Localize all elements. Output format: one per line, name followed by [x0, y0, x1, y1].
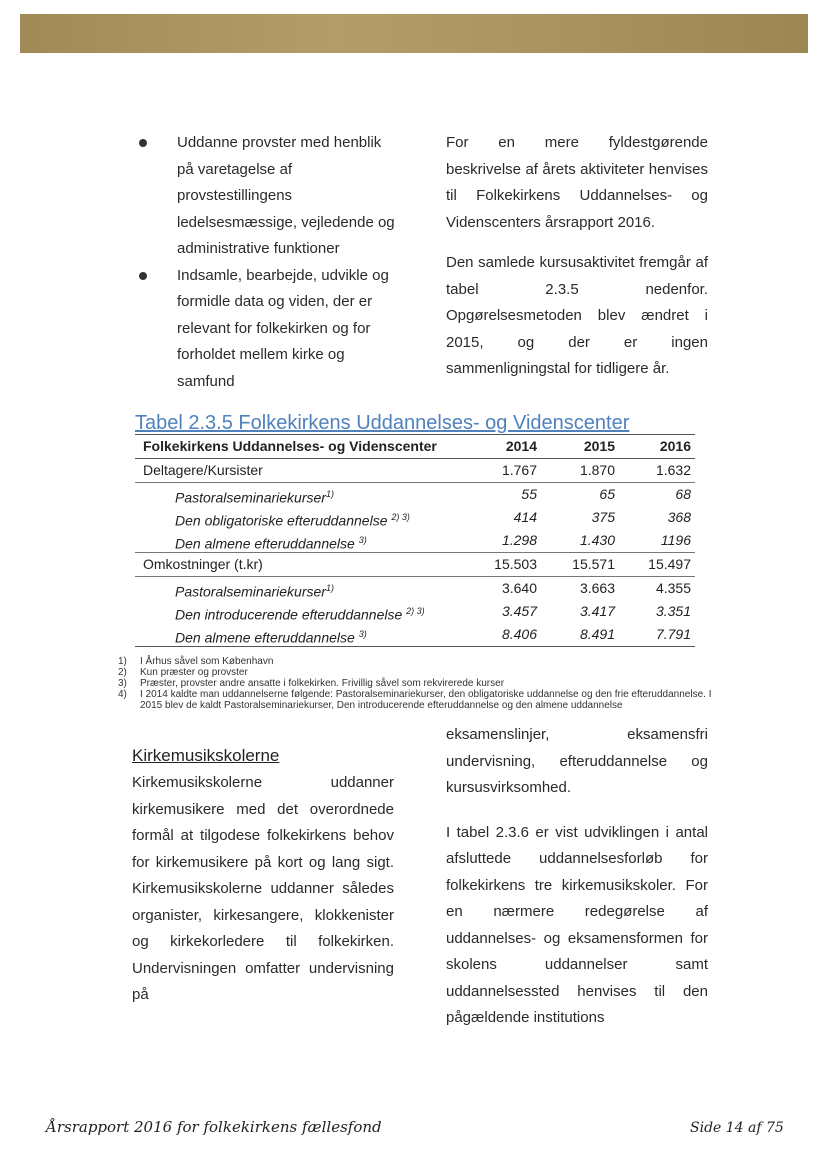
- cell-2014: 15.503: [494, 556, 537, 572]
- cell-2016: 3.351: [655, 603, 691, 619]
- cell-2016: 1.632: [655, 462, 691, 478]
- footnote-number: 4): [118, 689, 127, 700]
- column-header: 2014: [505, 438, 537, 454]
- list-item: [135, 130, 397, 263]
- table-row: [135, 600, 695, 623]
- section-body-left: Kirkemusikskolerne uddanner kirkemusikere med det overordnede formål at tilgodese folkekirkens behov for kirkemusikere på kort og lang sigt. Kirkemusikskolerne uddanner således organister, kirkesangere, klokkenister og kirkekorledere til folkekirken. Undervisningen omfatter undervisning på: [132, 774, 394, 1003]
- footnote-text: Præster, provster andre ansatte i folkekirken. Frivillig såvel som rekvirerede kurser: [140, 678, 505, 689]
- intro-paragraph: Den samlede kursusaktivitet fremgår af tabel 2.3.5 nedenfor. Opgørelsesmetoden blev ændret i 2015, og der er ingen sammenligningstal for tidligere år.: [446, 254, 708, 377]
- cell-2015: 65: [599, 486, 615, 502]
- cell-2016: 68: [675, 486, 691, 502]
- footnote-ref: 3): [358, 629, 367, 639]
- footnote-ref: 1): [325, 583, 334, 593]
- footnote: [118, 667, 718, 678]
- cell-2016: 7.791: [655, 626, 691, 642]
- table-row: [135, 459, 695, 483]
- intro-text: [446, 130, 708, 397]
- footnote-text: Kun præster og provster: [140, 667, 248, 678]
- footnote: [118, 678, 718, 689]
- row-label: Pastoralseminariekurser$^{1)}$: [175, 489, 334, 506]
- column-header: 2015: [583, 438, 615, 454]
- footer-title: Årsrapport 2016 for folkekirkens fællesfond: [46, 1118, 382, 1136]
- data-table: [135, 434, 695, 647]
- cell-2015: 8.491: [579, 626, 615, 642]
- body-paragraph: I tabel 2.3.6 er vist udviklingen i antal afsluttede uddannelsesforløb for folkekirkens tre kirkemusikskoler. For en nærmere redegørelse af uddannelses- og eksamensformen for skolens uddannelser samt uddannelsessted henvises til den pågældende institutions: [446, 823, 708, 1026]
- table-row: [135, 623, 695, 647]
- row-label: Pastoralseminariekurser$^{1)}$: [175, 583, 334, 600]
- table-row: [135, 553, 695, 577]
- section-title: Kirkemusikskolerne: [132, 746, 280, 765]
- row-label: Den almene efteruddannelse $^{3)}$: [175, 629, 367, 646]
- cell-2016: 15.497: [648, 556, 691, 572]
- list-item: [135, 263, 397, 396]
- cell-2015: 15.571: [572, 556, 615, 572]
- bullet-list: [135, 130, 397, 395]
- cell-2014: 55: [521, 486, 537, 502]
- row-label: Omkostninger (t.kr): [143, 556, 263, 572]
- cell-2014: 3.640: [501, 580, 537, 596]
- row-label: Deltagere/Kursister: [143, 462, 263, 478]
- footnote-ref: 3): [358, 535, 367, 545]
- bullet-icon: [139, 139, 147, 147]
- cell-2014: 1.767: [501, 462, 537, 478]
- table-row: [135, 483, 695, 506]
- footnote-text: I Århus såvel som København: [140, 656, 274, 667]
- cell-2015: 1.870: [579, 462, 615, 478]
- cell-2015: 375: [591, 509, 615, 525]
- row-label: Den almene efteruddannelse $^{3)}$: [175, 535, 367, 552]
- footnote: [118, 656, 718, 667]
- footnote-number: 3): [118, 678, 127, 689]
- cell-2016: 4.355: [655, 580, 691, 596]
- cell-2016: 1196: [660, 532, 691, 548]
- bullet-text: Indsamle, bearbejde, udvikle og formidle data og viden, der er relevant for folkekirken og for forholdet mellem kirke og samfund: [177, 266, 389, 390]
- bullet-icon: [139, 272, 147, 280]
- table-row: [135, 577, 695, 600]
- row-label: Den obligatoriske efteruddannelse $^{2) 3)}$: [175, 512, 410, 529]
- table-row: [135, 506, 695, 529]
- footnote-ref: 1): [325, 489, 334, 499]
- intro-paragraph: For en mere fyldestgørende beskrivelse af årets aktiviteter henvises til Folkekirkens Uddannelses- og Videnscenters årsrapport 2016.: [446, 134, 708, 231]
- section-body-right: [446, 722, 708, 1050]
- footnote: [118, 689, 718, 711]
- table-header-row: [135, 434, 695, 459]
- footnote-number: 2): [118, 667, 127, 678]
- bullet-text: Uddanne provster med henblik på varetagelse af provstestillingens ledelsesmæssige, vejledende og administrative funktioner: [177, 134, 395, 257]
- cell-2016: 368: [667, 509, 691, 525]
- cell-2014: 414: [513, 509, 537, 525]
- cell-2015: 1.430: [579, 532, 615, 548]
- cell-2015: 3.417: [579, 603, 615, 619]
- footnote-ref: 2) 3): [391, 512, 410, 522]
- header-band: [20, 14, 808, 53]
- footnote-text: I 2014 kaldte man uddannelserne følgende: Pastoralseminariekurser, den obligatoriske uddannelse og den frie efteruddannelse. I 2015 blev de kaldt Pastoralseminariekurser, Den introducerende efteruddannelse og den almene uddannelse: [140, 689, 712, 711]
- column-header: 2016: [659, 438, 691, 454]
- table-title: Tabel 2.3.5 Folkekirkens Uddannelses- og Videnscenter: [135, 412, 630, 434]
- cell-2014: 3.457: [501, 603, 537, 619]
- cell-2014: 8.406: [501, 626, 537, 642]
- cell-2015: 3.663: [579, 580, 615, 596]
- page-number: Side 14 af 75: [690, 1120, 784, 1136]
- column-header: Folkekirkens Uddannelses- og Videnscenter: [143, 438, 437, 454]
- footnote-number: 1): [118, 656, 127, 667]
- body-paragraph: eksamenslinjer, eksamensfri undervisning, efteruddannelse og kursusvirksomhed.: [446, 726, 708, 796]
- footnote-ref: 2) 3): [406, 606, 425, 616]
- footnotes: [118, 656, 718, 711]
- cell-2014: 1.298: [501, 532, 537, 548]
- row-label: Den introducerende efteruddannelse $^{2) 3)}$: [175, 606, 425, 623]
- table-row: [135, 529, 695, 553]
